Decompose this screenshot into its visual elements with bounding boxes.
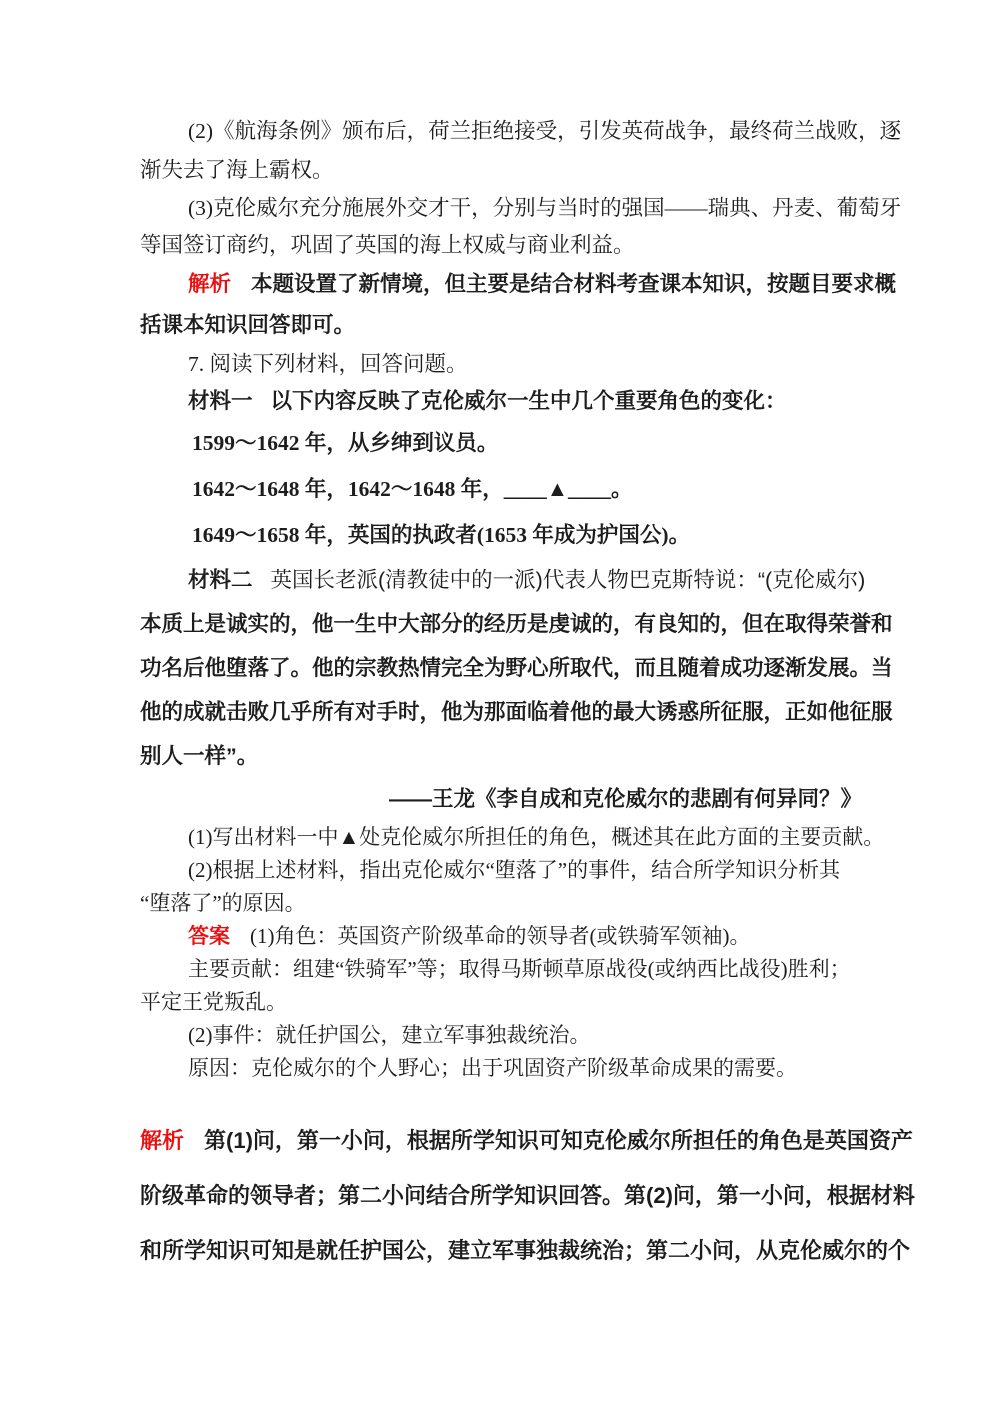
text-line: ——王龙《李自成和克伦威尔的悲剧有何异同？》 [388, 787, 862, 811]
analysis-7 [140, 1113, 915, 1278]
text-line [140, 382, 862, 420]
analysis-label: 解析 [140, 1128, 185, 1153]
analysis-label: 解析 [188, 272, 232, 296]
text-line [140, 264, 897, 305]
analysis-text: 本题设置了新情境，但主要是结合材料考查课本知识，按题目要求概 [251, 272, 897, 296]
material-1-heading [140, 382, 862, 420]
text-line [140, 920, 862, 953]
text-line: 和所学知识可知是就任护国公，建立军事独裁统治；第二小问，从克伦威尔的个 [140, 1238, 911, 1263]
text-line: 7. 阅读下列材料，回答问题。 [188, 352, 468, 376]
text-line: 括课本知识回答即可。 [140, 313, 356, 337]
text-line: 原因：克伦威尔的个人野心；出于巩固资产阶级革命成果的需要。 [188, 1056, 797, 1080]
material-1-intro: 以下内容反映了克伦威尔一生中几个重要角色的变化： [270, 389, 787, 413]
text-line: 他的成就击败几乎所有对手时，他为那面临着他的最大诱惑所征服，正如他征服 [140, 700, 893, 724]
text-line: (2)事件：就任护国公，建立军事独裁统治。 [188, 1023, 591, 1047]
material-2-opening: 英国长老派(清教徒中的一派)代表人物巴克斯特说：“(克伦威尔) [270, 568, 866, 592]
text-line: 渐失去了海上霸权。 [140, 158, 334, 182]
text-line: 阶级革命的领导者；第二小问结合所学知识回答。第(2)问，第一小问，根据材料 [140, 1183, 915, 1208]
answer-label: 答案 [188, 925, 230, 948]
material-1-label: 材料一 [188, 389, 253, 413]
prev-answer-point-2 [140, 112, 902, 190]
sub-question-2 [140, 854, 862, 920]
text-line [140, 1113, 913, 1168]
text-line: “堕落了”的原因。 [140, 891, 306, 915]
text-line: 主要贡献：组建“铁骑军”等；取得马斯顿草原战役(或纳西比战役)胜利； [188, 957, 851, 981]
prev-answer-point-3 [140, 190, 902, 264]
answer-7 [140, 920, 862, 1085]
material-2-paragraph [140, 558, 893, 778]
text-line: 别人一样”。 [140, 744, 259, 768]
text-line: (3)克伦威尔充分施展外交才干，分别与当时的强国——瑞典、丹麦、葡萄牙 [188, 196, 902, 220]
sub-question-1 [140, 820, 885, 854]
source-citation [140, 778, 862, 820]
text-line: (2)《航海条例》颁布后，荷兰拒绝接受，引发英荷战争，最终荷兰战败，逐 [188, 119, 902, 143]
timeline-entry: 1599～1642 年，从乡绅到议员。 [192, 431, 499, 455]
text-line [140, 558, 866, 602]
text-line: (1)写出材料一中▲处克伦威尔所担任的角色，概述其在此方面的主要贡献。 [188, 825, 885, 849]
text-line: (2)根据上述材料，指出克伦威尔“堕落了”的事件，结合所学知识分析其 [188, 858, 841, 882]
analysis-6 [140, 264, 897, 346]
timeline-entry-blank: 1642～1648 年，1642～1648 年，____▲____。 [192, 477, 633, 501]
text-line: 等国签订商约，巩固了英国的海上权威与商业利益。 [140, 233, 635, 257]
question-7-stem [140, 346, 862, 382]
text-line: 本质上是诚实的，他一生中大部分的经历是虔诚的，有良知的，但在取得荣誉和 [140, 612, 893, 636]
material-1-timeline [140, 420, 862, 558]
analysis-text: 第(1)问，第一小问，根据所学知识可知克伦威尔所担任的角色是英国资产 [204, 1128, 913, 1153]
answer-text: (1)角色：英国资产阶级革命的领导者(或铁骑军领袖)。 [250, 924, 751, 948]
page-content [140, 112, 915, 1278]
text-line: 功名后他堕落了。他的宗教热情完全为野心所取代，而且随着成功逐渐发展。当 [140, 656, 893, 680]
material-2-label: 材料二 [188, 568, 253, 592]
timeline-entry: 1649～1658 年，英国的执政者(1653 年成为护国公)。 [192, 523, 691, 547]
text-line: 平定王党叛乱。 [140, 990, 287, 1014]
